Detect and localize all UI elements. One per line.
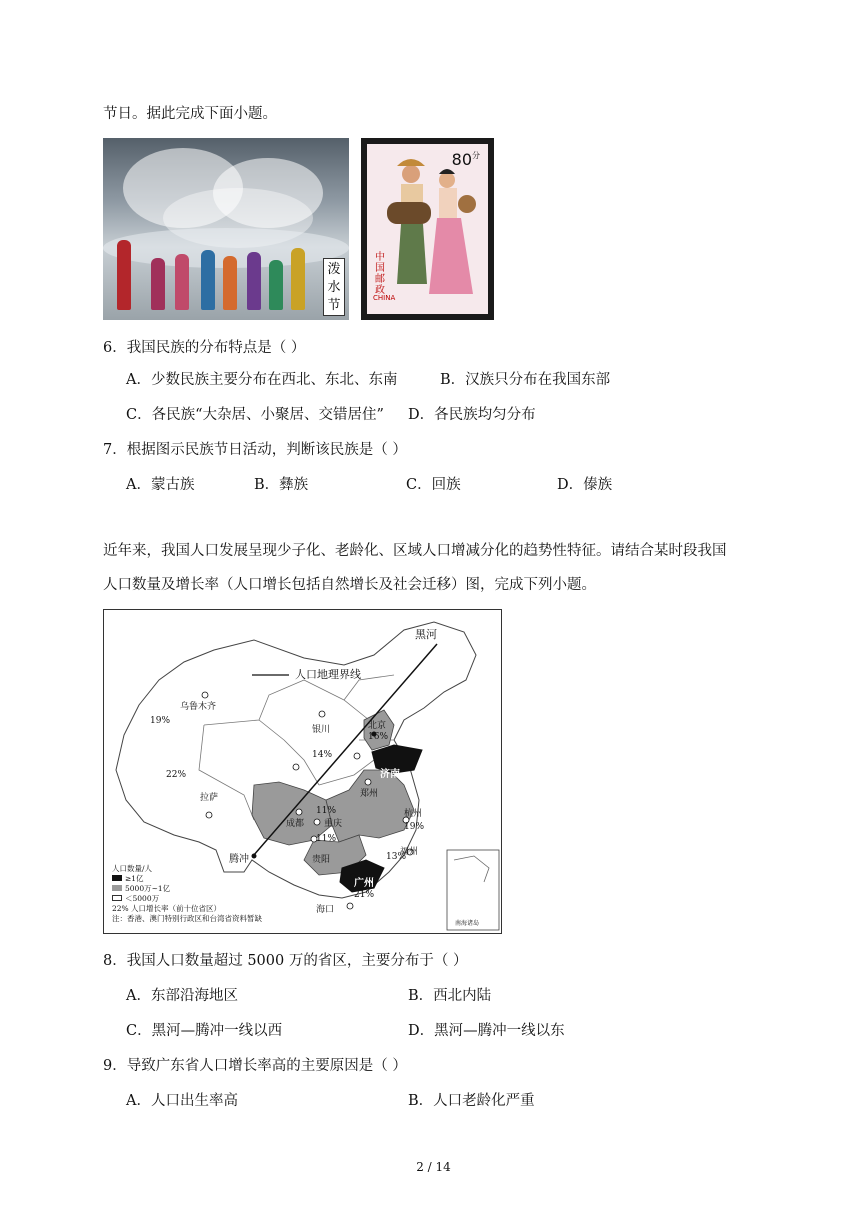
q9-option-b[interactable]: B．人口老龄化严重 [408,1093,535,1109]
label-urumqi: 乌鲁木齐 [180,702,217,712]
population-map [103,609,502,934]
legend-item-large-label: ≥1亿 [125,874,144,883]
rate-zhejiang: 19% [404,822,425,832]
label-beijing: 北京 [368,721,387,731]
stamp-china-label: CHINA [373,294,396,302]
stamp-char-3: 邮 [375,274,385,285]
label-line: 人口地理界线 [295,668,361,681]
label-tengchong: 腾冲 [229,854,249,865]
china-outline [116,622,476,898]
caption-char-3: 节 [327,298,341,313]
rate-guizhou: 11% [316,834,337,844]
q6-option-b[interactable]: B．汉族只分布在我国东部 [440,372,611,388]
q8-option-c[interactable]: C．黑河—腾冲一线以西 [126,1023,283,1039]
q6-option-d[interactable]: D．各民族均匀分布 [408,407,536,423]
page-number: 2 / 14 [416,1160,451,1174]
q6-option-a[interactable]: A．少数民族主要分布在西北、东北、东南 [126,372,398,388]
photo-caption [323,258,345,316]
map-legend [112,864,262,924]
legend-item-medium [112,884,262,894]
label-inset: 南海诸岛 [455,920,480,927]
rate-ningxia: 14% [312,750,333,760]
label-chongqing: 重庆 [324,819,343,829]
q6-stem: 6．我国民族的分布特点是（ ） [103,340,306,356]
caption-char-1: 泼 [327,262,341,277]
stamp-char-2: 国 [375,263,385,274]
legend-rate-note: 22% 人口增长率（前十位省区） [112,904,222,913]
legend-item-medium-label: 5000万~1亿 [125,884,171,893]
legend-item-small [112,894,262,904]
label-lhasa: 拉萨 [200,793,219,803]
label-jinan: 济南 [380,769,400,780]
stamp-char-1: 中 [375,252,385,263]
q8-option-b[interactable]: B．西北内陆 [408,988,492,1004]
label-guangzhou: 广州 [354,878,374,889]
stamp-char-4: 政 [375,285,385,296]
passage-line-1: 近年来，我国人口发展呈现少子化、老龄化、区域人口增减分化的趋势性特征。请结合某时段我国 [103,543,727,559]
legend-item-large [112,874,262,884]
q8-option-a[interactable]: A．东部沿海地区 [126,988,238,1004]
q7-option-b[interactable]: B．彝族 [254,477,309,493]
rate-chongqing: 11% [316,806,337,816]
caption-char-2: 水 [327,280,341,295]
label-chengdu: 成都 [286,819,305,829]
q9-stem: 9．导致广东省人口增长率高的主要原因是（ ） [103,1058,407,1074]
legend-item-small-label: ＜5000万 [125,894,160,903]
q8-stem: 8．我国人口数量超过 5000 万的省区，主要分布于（ ） [103,953,468,969]
rate-tibet: 22% [166,770,187,780]
water-festival-photo [103,138,349,320]
dai-stamp [361,138,494,320]
label-heihe: 黑河 [415,628,437,641]
passage-line-2: 人口数量及增长率（人口增长包括自然增长及社会迁移）图，完成下列小题。 [103,577,596,593]
label-guiyang: 贵阳 [312,855,331,865]
q9-option-a[interactable]: A．人口出生率高 [126,1093,238,1109]
label-yinchuan: 银川 [312,725,331,735]
label-fuzhou: 福州 [400,847,419,857]
rate-xinjiang: 19% [150,716,171,726]
q6-option-c[interactable]: C．各民族“大杂居、小聚居、交错居住” [126,407,384,423]
label-haikou: 海口 [316,905,335,915]
stamp-price-value: 80 [451,150,472,169]
q7-option-c[interactable]: C．回族 [406,477,461,493]
intro-text: 节日。据此完成下面小题。 [103,106,277,122]
rate-fujian: 13% [386,852,407,862]
stamp-country [375,252,389,296]
rate-beijing: 16% [368,732,389,742]
label-zhengzhou: 郑州 [360,789,379,799]
legend-title: 人口数量/人 [112,864,153,873]
q8-option-d[interactable]: D．黑河—腾冲一线以东 [408,1023,565,1039]
stamp-price [452,150,480,169]
rate-guangdong: 21% [354,890,375,900]
legend-footnote: 注：香港、澳门特别行政区和台湾省资料暂缺 [112,914,262,923]
label-hangzhou: 杭州 [404,809,423,819]
q7-option-a[interactable]: A．蒙古族 [126,477,195,493]
q7-stem: 7．根据图示民族节日活动，判断该民族是（ ） [103,442,407,458]
q7-option-d[interactable]: D．傣族 [557,477,613,493]
stamp-price-unit: 分 [472,151,480,160]
